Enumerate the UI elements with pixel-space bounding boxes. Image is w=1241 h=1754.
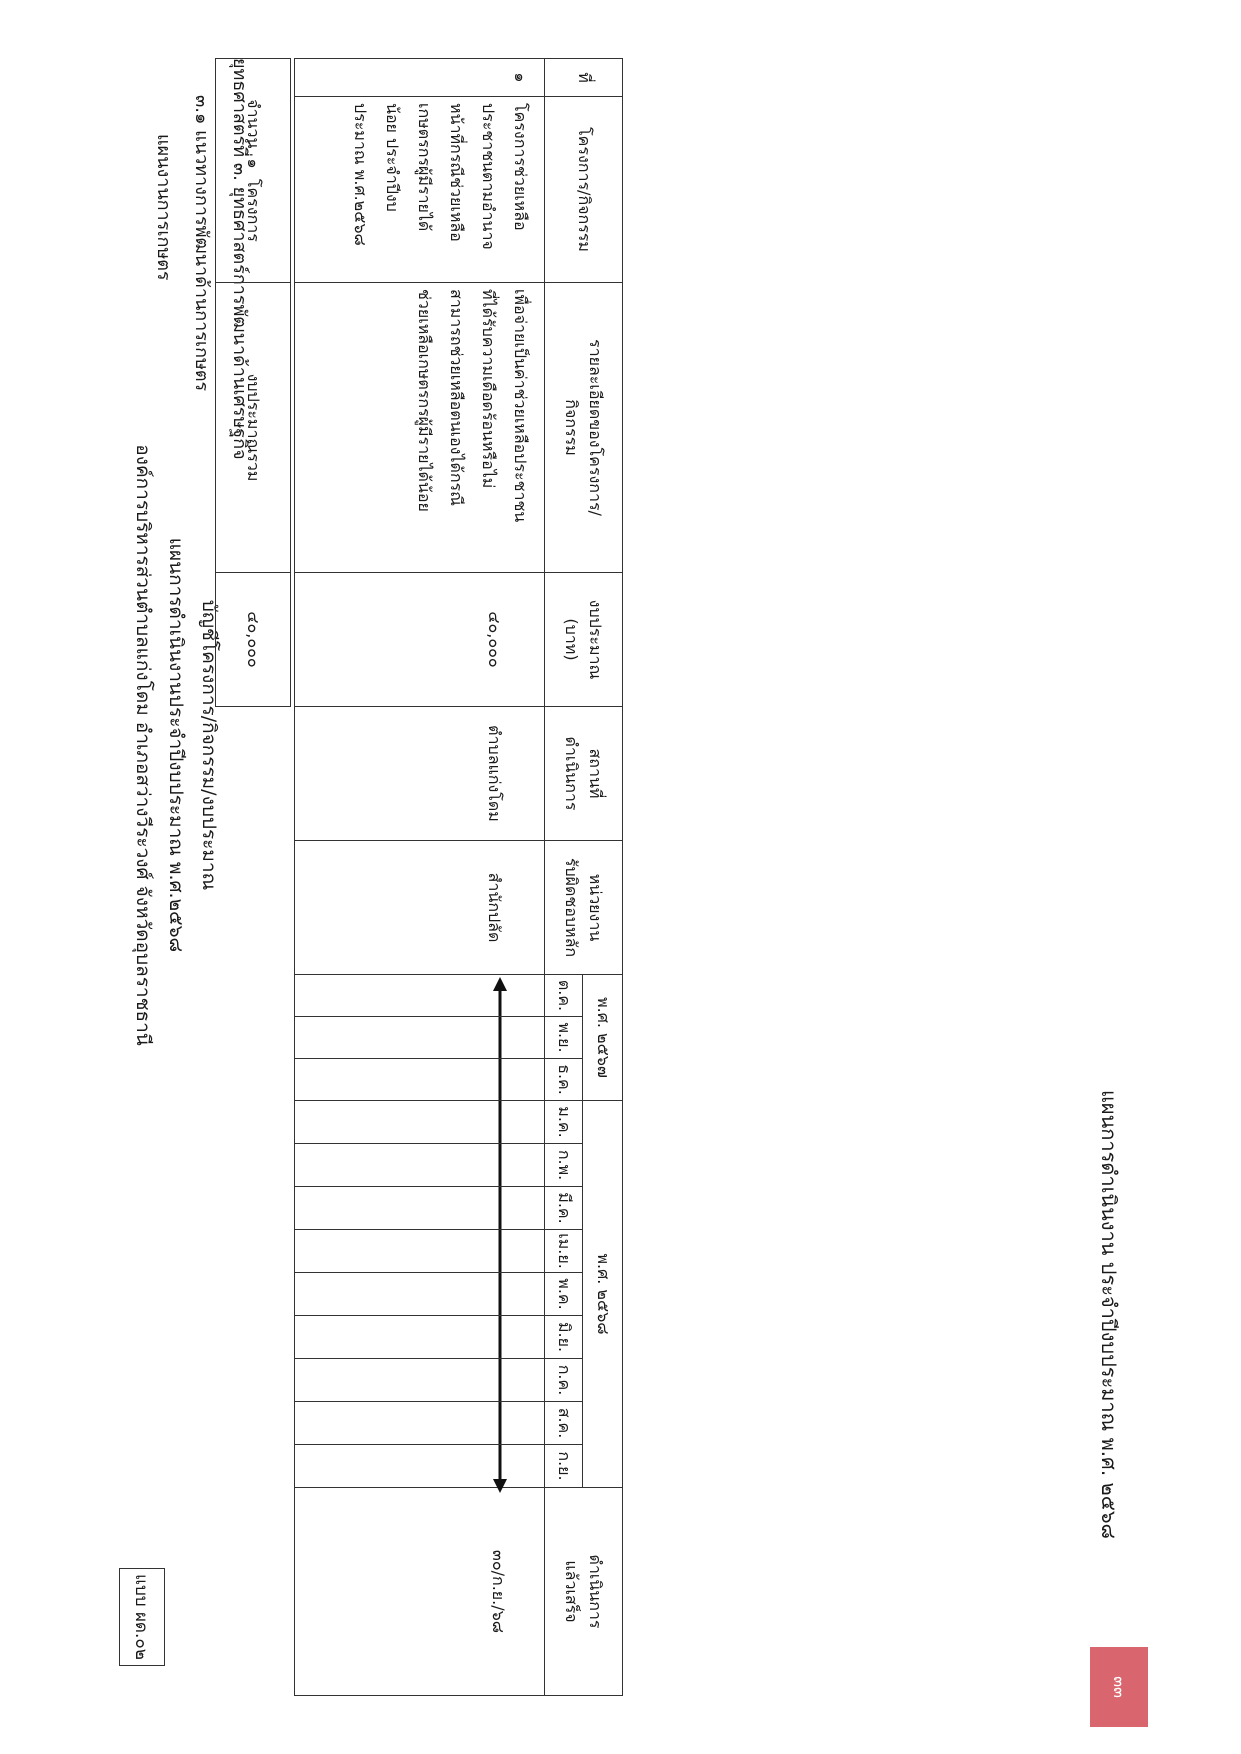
title-line-2: แผนการดำเนินงานประจำปีงบประมาณ พ.ศ.๒๕๖๘ bbox=[165, 537, 187, 953]
header-year-2567: พ.ศ. ๒๕๖๗ bbox=[583, 975, 623, 1101]
row-no: ๑ bbox=[295, 59, 545, 97]
row-budget: ๔๐,๐๐๐ bbox=[295, 573, 545, 707]
page-footer: แผนการดำเนินงาน ประจำปีงบประมาณ พ.ศ. ๒๕๖๘ bbox=[1097, 1090, 1121, 1539]
plan-table-wrapper bbox=[291, 58, 623, 1694]
header-done: ดำเนินการ แล้วเสร็จ bbox=[545, 1488, 623, 1696]
header-year-2568: พ.ศ. ๒๕๖๘ bbox=[583, 1101, 623, 1488]
month-aug: ส.ค. bbox=[545, 1402, 583, 1445]
document-title-block bbox=[126, 280, 225, 1210]
row-place: ตำบลแก่งโดม bbox=[295, 707, 545, 841]
summary-total-value: ๔๐,๐๐๐ bbox=[216, 573, 291, 707]
form-code: แบบ ผด.๐๒ bbox=[131, 1574, 152, 1660]
summary-table bbox=[215, 58, 291, 707]
header-agency: หน่วยงาน รับผิดชอบหลัก bbox=[545, 841, 623, 975]
row-agency: สำนักปลัด bbox=[295, 841, 545, 975]
row-project: โครงการช่วยเหลือ ประชาชนตามอำนาจ หน้าที่กรณีช่วยเหลือ เกษตรกรผู้มีรายได้ น้อย ประจำปีงบ ประมาณ พ.ศ.๒๕๖๘ bbox=[295, 97, 545, 283]
header-no: ที่ bbox=[545, 59, 623, 97]
row-detail: เพื่อจ่ายเป็นค่าช่วยเหลือประชาชน ที่ได้รับความเดือดร้อนหรือไม่ สามารถช่วยเหลือตนเองได้กรณี ช่วยเหลือเกษตรกรผู้มีรายได้น้อย bbox=[295, 283, 545, 573]
month-jun: มิ.ย. bbox=[545, 1316, 583, 1359]
month-may: พ.ค. bbox=[545, 1273, 583, 1316]
header-place: สถานที่ ดำเนินการ bbox=[545, 707, 623, 841]
plan-heading: แผนงานการเกษตร bbox=[153, 134, 174, 281]
summary-total-label: งบประมาณรวม bbox=[216, 283, 291, 573]
month-sep: ก.ย. bbox=[545, 1445, 583, 1488]
month-oct: ต.ค. bbox=[545, 975, 583, 1017]
page-number: ๓๓ bbox=[1110, 1676, 1130, 1698]
month-jan: ม.ค. bbox=[545, 1101, 583, 1144]
strategy-heading: ยุทธศาสตร์ที่ ๓. ยุทธศาสตร์การพัฒนาด้านเศรษฐกิจ bbox=[229, 58, 250, 460]
month-jul: ก.ค. bbox=[545, 1359, 583, 1402]
page-number-badge bbox=[1090, 1647, 1148, 1727]
plan-table bbox=[294, 58, 623, 1696]
month-apr: เม.ย. bbox=[545, 1230, 583, 1273]
title-line-3: องค์การบริหารส่วนตำบลแก่งโดม อำเภอสว่างวีระวงศ์ จังหวัดอุบลราชธานี bbox=[132, 444, 154, 1046]
summary-count: จำนวน ๑ โครงการ bbox=[216, 59, 291, 283]
header-project: โครงการ/กิจกรรม bbox=[545, 97, 623, 283]
table-row bbox=[295, 59, 545, 1696]
form-code-box bbox=[119, 1568, 165, 1666]
guideline-heading: ๓.๑ แนวทางการพัฒนาด้านการเกษตร bbox=[191, 95, 212, 392]
month-nov: พ.ย. bbox=[545, 1017, 583, 1059]
month-dec: ธ.ค. bbox=[545, 1059, 583, 1101]
title-line-1: บัญชีโครงการ/กิจกรรม/งบประมาณ bbox=[198, 599, 220, 891]
row-done: ๓๐/ก.ย./๖๘ bbox=[295, 1488, 545, 1696]
timeline-cells bbox=[295, 975, 545, 1488]
header-budget: งบประมาณ (บาท) bbox=[545, 573, 623, 707]
header-detail: รายละเอียดของโครงการ/ กิจกรรม bbox=[545, 283, 623, 573]
month-mar: มี.ค. bbox=[545, 1187, 583, 1230]
month-feb: ก.พ. bbox=[545, 1144, 583, 1187]
